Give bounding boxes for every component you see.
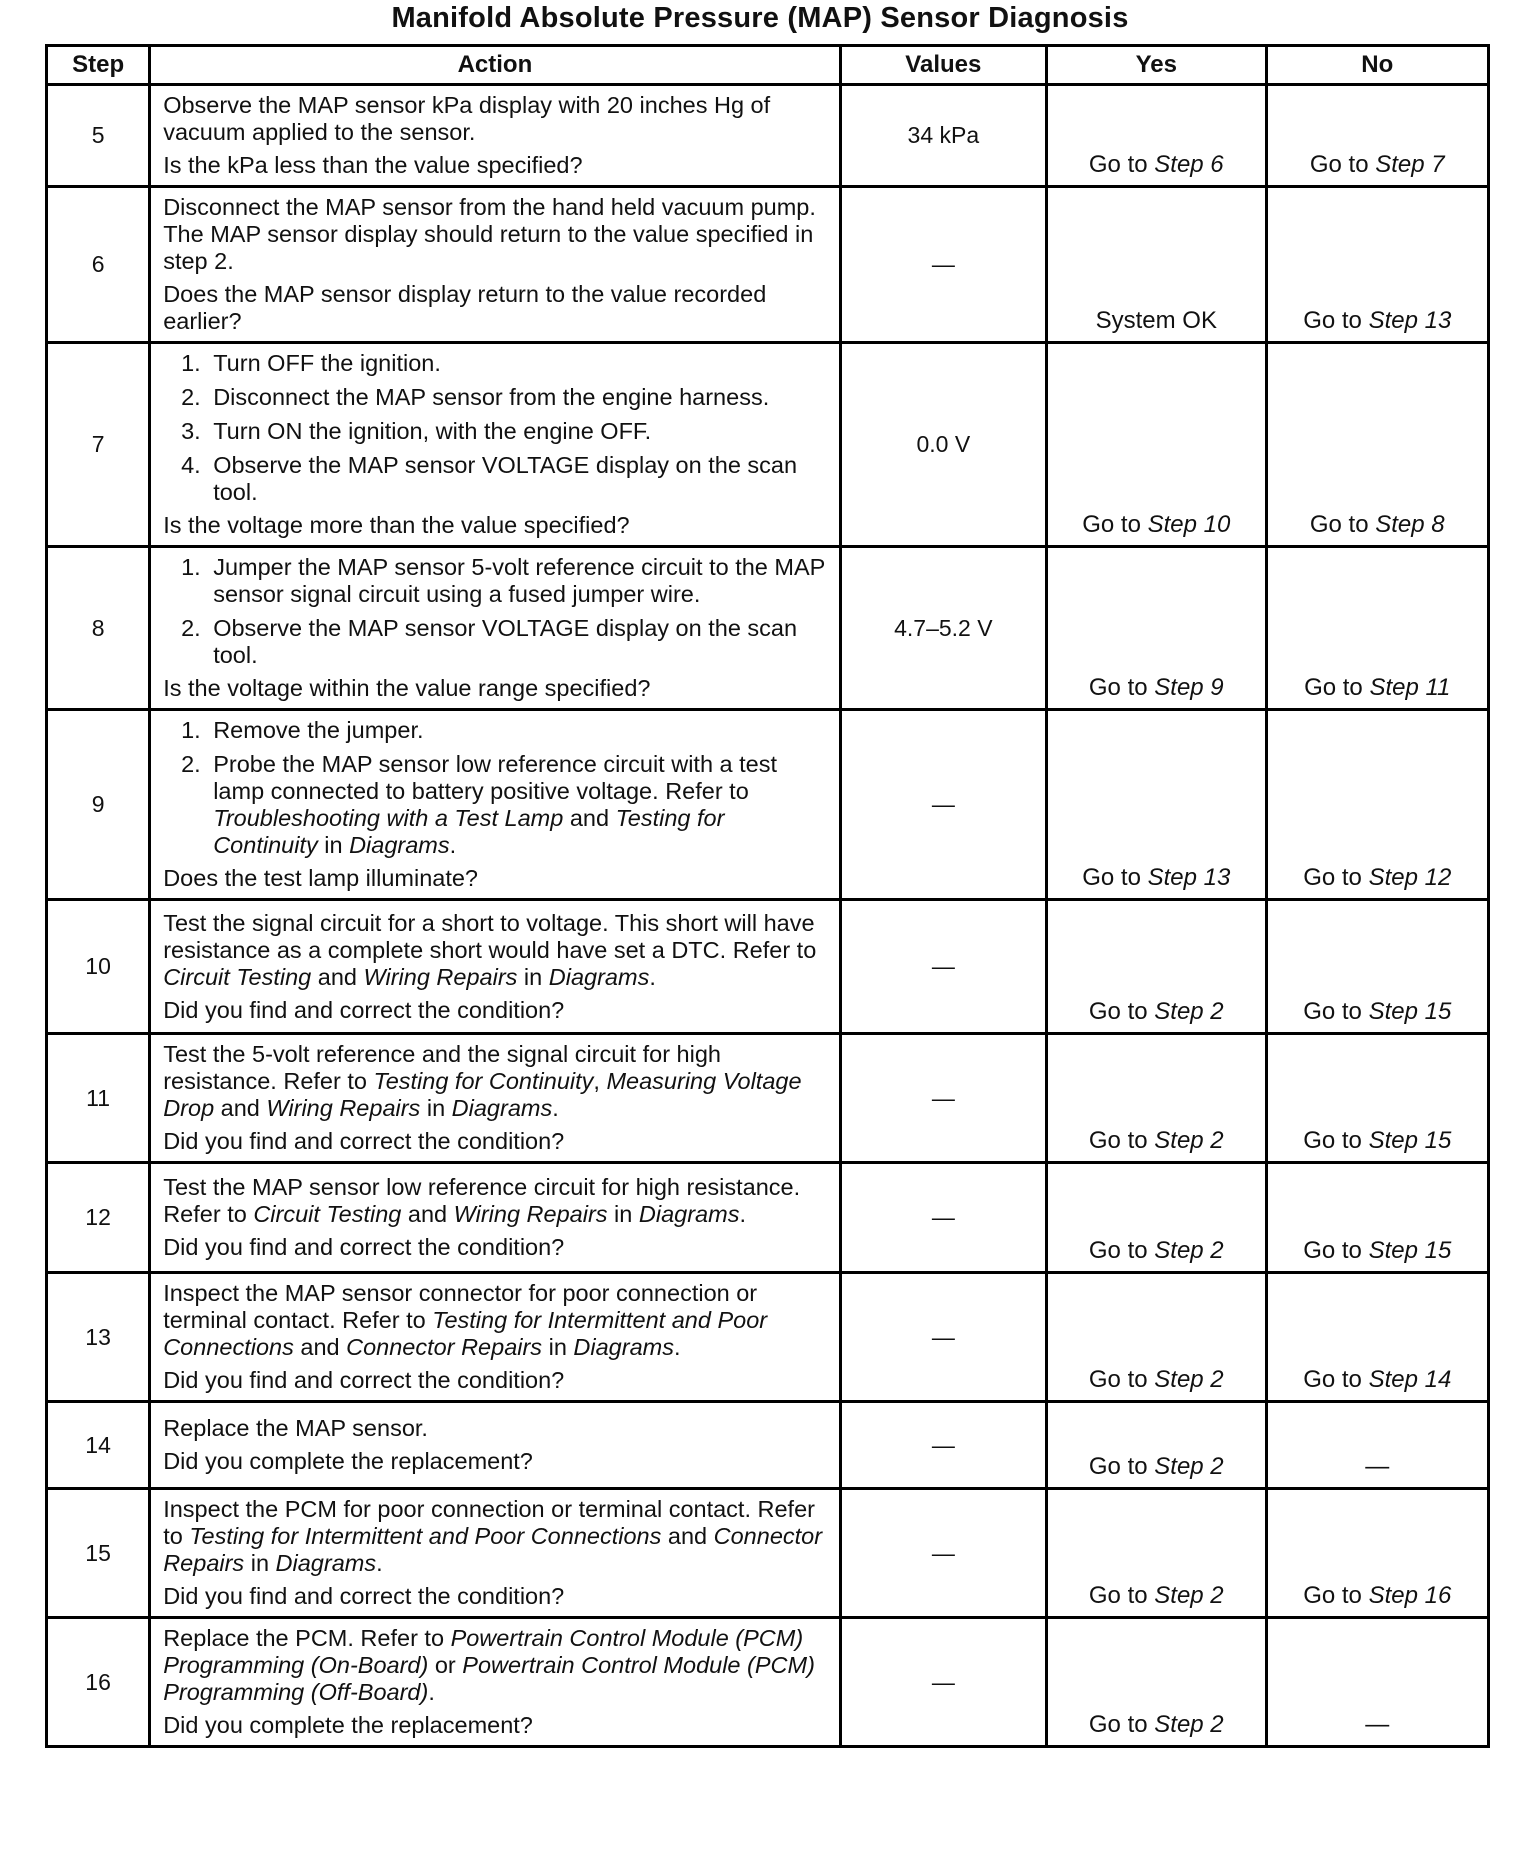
step-number: 6 (47, 187, 150, 343)
yes-outcome: Go to Step 2 (1047, 1273, 1266, 1402)
header-yes: Yes (1047, 46, 1266, 85)
action-cell (150, 1273, 840, 1402)
action-text: Test the MAP sensor low reference circuit for high resistance. Refer to Circuit Testing and Wiring Repairs in Diagrams. (163, 1174, 801, 1227)
action-step-item: 2. Probe the MAP sensor low reference circuit with a test lamp connected to battery positive voltage. Refer to Troubleshooting with a Test Lamp and Testing for Continuity in Diagrams. (207, 751, 828, 859)
value-cell: — (840, 1402, 1046, 1489)
action-question: Does the test lamp illuminate? (163, 865, 478, 891)
action-text: Replace the PCM. Refer to Powertrain Control Module (PCM) Programming (On-Board) or Powertrain Control Module (PCM) Programming (Off-Board). (163, 1625, 815, 1705)
action-question: Is the voltage within the value range specified? (163, 675, 651, 701)
value-cell: — (840, 187, 1046, 343)
yes-outcome: Go to Step 2 (1047, 1163, 1266, 1273)
step-number: 5 (47, 85, 150, 187)
header-step: Step (47, 46, 150, 85)
action-step-item: 1. Turn OFF the ignition. (207, 350, 828, 377)
step-number: 11 (47, 1034, 150, 1163)
table-row (47, 1489, 1489, 1618)
value-cell: — (840, 1273, 1046, 1402)
page-title: Manifold Absolute Pressure (MAP) Sensor Diagnosis (391, 2, 1129, 34)
header-values: Values (840, 46, 1046, 85)
action-question: Did you complete the replacement? (163, 1712, 533, 1738)
action-step-item: 4. Observe the MAP sensor VOLTAGE display on the scan tool. (207, 452, 828, 506)
no-outcome: Go to Step 13 (1266, 187, 1489, 343)
action-step-item: 2. Disconnect the MAP sensor from the engine harness. (207, 384, 828, 411)
action-step-item: 1. Jumper the MAP sensor 5-volt reference circuit to the MAP sensor signal circuit using a fused jumper wire. (207, 554, 828, 608)
action-step-item: 1. Remove the jumper. (207, 717, 828, 744)
no-outcome: Go to Step 12 (1266, 710, 1489, 900)
action-question: Is the voltage more than the value specified? (163, 512, 630, 538)
yes-outcome: Go to Step 2 (1047, 1489, 1266, 1618)
action-cell (150, 187, 840, 343)
action-text: Inspect the MAP sensor connector for poor connection or terminal contact. Refer to Testing for Intermittent and Poor Connections and Connector Repairs in Diagrams. (163, 1280, 768, 1360)
action-step-item: 2. Observe the MAP sensor VOLTAGE display on the scan tool. (207, 615, 828, 669)
yes-outcome: Go to Step 2 (1047, 1034, 1266, 1163)
action-cell (150, 1489, 840, 1618)
action-step-item: 3. Turn ON the ignition, with the engine OFF. (207, 418, 828, 445)
yes-outcome: Go to Step 13 (1047, 710, 1266, 900)
yes-outcome: System OK (1047, 187, 1266, 343)
header-no: No (1266, 46, 1489, 85)
table-row (47, 1034, 1489, 1163)
value-cell: — (840, 1034, 1046, 1163)
action-steps-list (163, 350, 828, 506)
table-row (47, 343, 1489, 547)
table-row (47, 1273, 1489, 1402)
diagnosis-table (45, 44, 1490, 1748)
step-number: 7 (47, 343, 150, 547)
table-row (47, 85, 1489, 187)
action-cell (150, 1618, 840, 1747)
table-row (47, 710, 1489, 900)
step-number: 8 (47, 547, 150, 710)
value-cell: — (840, 710, 1046, 900)
action-text: Observe the MAP sensor kPa display with 20 inches Hg of vacuum applied to the sensor. (163, 92, 771, 145)
action-question: Did you find and correct the condition? (163, 1128, 565, 1154)
no-outcome: — (1266, 1402, 1489, 1489)
no-outcome: Go to Step 15 (1266, 1034, 1489, 1163)
no-outcome: — (1266, 1618, 1489, 1747)
action-cell (150, 343, 840, 547)
action-question: Did you find and correct the condition? (163, 1367, 565, 1393)
action-question: Did you find and correct the condition? (163, 996, 565, 1023)
table-header-row (47, 46, 1489, 85)
action-cell (150, 85, 840, 187)
value-cell: — (840, 1618, 1046, 1747)
no-outcome: Go to Step 8 (1266, 343, 1489, 547)
action-text: Disconnect the MAP sensor from the hand held vacuum pump. The MAP sensor display should return to the value specified in step 2. (163, 194, 816, 274)
action-text: Test the 5-volt reference and the signal circuit for high resistance. Refer to Testing for Continuity, Measuring Voltage Drop and Wiring Repairs in Diagrams. (163, 1041, 802, 1121)
no-outcome: Go to Step 11 (1266, 547, 1489, 710)
action-question: Does the MAP sensor display return to the value recorded earlier? (163, 281, 767, 334)
table-row (47, 900, 1489, 1034)
no-outcome: Go to Step 16 (1266, 1489, 1489, 1618)
action-text: Replace the MAP sensor. (163, 1415, 428, 1441)
header-action: Action (150, 46, 840, 85)
step-number: 10 (47, 900, 150, 1034)
no-outcome: Go to Step 15 (1266, 1163, 1489, 1273)
step-number: 15 (47, 1489, 150, 1618)
step-number: 13 (47, 1273, 150, 1402)
value-cell: 4.7–5.2 V (840, 547, 1046, 710)
action-question: Is the kPa less than the value specified? (163, 152, 583, 178)
table-row (47, 1163, 1489, 1273)
yes-outcome: Go to Step 2 (1047, 1402, 1266, 1489)
yes-outcome: Go to Step 2 (1047, 1618, 1266, 1747)
action-question: Did you find and correct the condition? (163, 1583, 565, 1609)
action-cell (150, 900, 840, 1034)
yes-outcome: Go to Step 6 (1047, 85, 1266, 187)
yes-outcome: Go to Step 2 (1047, 900, 1266, 1034)
action-cell (150, 547, 840, 710)
action-cell (150, 1034, 840, 1163)
action-question: Did you find and correct the condition? (163, 1234, 565, 1260)
action-cell (150, 1163, 840, 1273)
step-number: 12 (47, 1163, 150, 1273)
value-cell: — (840, 1489, 1046, 1618)
action-question: Did you complete the replacement? (163, 1448, 533, 1474)
no-outcome: Go to Step 15 (1266, 900, 1489, 1034)
action-steps-list (163, 717, 828, 859)
table-row (47, 187, 1489, 343)
action-cell (150, 710, 840, 900)
action-cell (150, 1402, 840, 1489)
yes-outcome: Go to Step 9 (1047, 547, 1266, 710)
table-row (47, 547, 1489, 710)
table-row (47, 1618, 1489, 1747)
action-text: Inspect the PCM for poor connection or terminal contact. Refer to Testing for Intermittent and Poor Connections and Connector Repairs in Diagrams. (163, 1496, 823, 1576)
yes-outcome: Go to Step 10 (1047, 343, 1266, 547)
value-cell: 0.0 V (840, 343, 1046, 547)
action-text: Test the signal circuit for a short to voltage. This short will have resistance as a complete short would have set a DTC. Refer to Circuit Testing and Wiring Repairs in Diagrams. (163, 909, 817, 990)
no-outcome: Go to Step 7 (1266, 85, 1489, 187)
step-number: 16 (47, 1618, 150, 1747)
no-outcome: Go to Step 14 (1266, 1273, 1489, 1402)
action-steps-list (163, 554, 828, 669)
table-row (47, 1402, 1489, 1489)
value-cell: — (840, 900, 1046, 1034)
step-number: 14 (47, 1402, 150, 1489)
value-cell: — (840, 1163, 1046, 1273)
step-number: 9 (47, 710, 150, 900)
value-cell: 34 kPa (840, 85, 1046, 187)
